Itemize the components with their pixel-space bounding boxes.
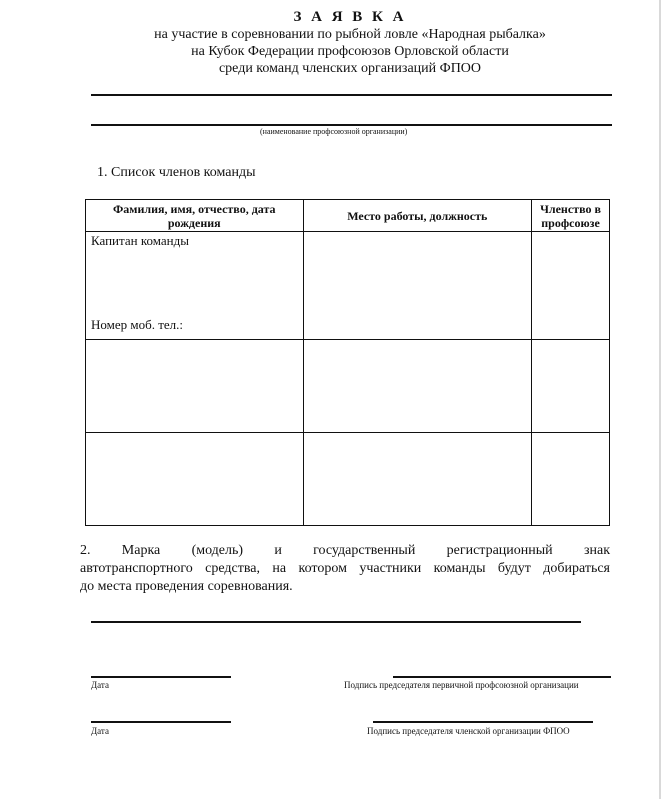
date-label-1: Дата bbox=[91, 680, 109, 690]
column-header-name: Фамилия, имя, отчество, дата рождения bbox=[86, 200, 304, 232]
phone-label: Номер моб. тел.: bbox=[91, 317, 184, 332]
section2-line-3: до места проведения соревнования. bbox=[80, 579, 293, 594]
member-membership-cell[interactable] bbox=[532, 433, 610, 526]
table-header-row bbox=[86, 200, 610, 232]
signature-line-1[interactable] bbox=[393, 676, 611, 678]
member-name-cell[interactable] bbox=[86, 433, 304, 526]
captain-membership-cell[interactable] bbox=[532, 232, 610, 340]
organization-line-2 bbox=[91, 124, 612, 126]
date-line-1[interactable] bbox=[91, 676, 231, 678]
document-title: З А Я В К А bbox=[293, 9, 407, 25]
section1-heading: 1. Список членов команды bbox=[97, 165, 256, 180]
table-row bbox=[86, 433, 610, 526]
member-membership-cell[interactable] bbox=[532, 340, 610, 433]
signature-label-2: Подпись председателя членской организации ФПОО bbox=[367, 726, 570, 736]
team-members-table bbox=[85, 199, 610, 526]
member-name-cell[interactable] bbox=[86, 340, 304, 433]
section2-line-2: автотранспортного средства, на котором участники команды будут добираться bbox=[80, 561, 610, 576]
table-row bbox=[86, 340, 610, 433]
captain-name-cell[interactable] bbox=[86, 232, 304, 340]
vehicle-answer-line[interactable] bbox=[91, 621, 581, 623]
captain-workplace-cell[interactable] bbox=[303, 232, 532, 340]
section2-line-1: 2. Марка (модель) и государственный регистрационный знак bbox=[80, 543, 610, 558]
organization-line-1 bbox=[91, 94, 612, 96]
member-workplace-cell[interactable] bbox=[303, 433, 532, 526]
date-line-2[interactable] bbox=[91, 721, 231, 723]
signature-line-2[interactable] bbox=[373, 721, 593, 723]
section2-text bbox=[80, 542, 610, 596]
date-label-2: Дата bbox=[91, 726, 109, 736]
application-header bbox=[0, 8, 661, 77]
captain-label: Капитан команды bbox=[91, 233, 189, 248]
signature-label-1: Подпись председателя первичной профсоюзной организации bbox=[344, 680, 579, 690]
header-line-3: среди команд членских организаций ФПОО bbox=[218, 61, 482, 76]
header-line-1: на участие в соревновании по рыбной ловле «Народная рыбалка» bbox=[154, 27, 546, 42]
header-line-2: на Кубок Федерации профсоюзов Орловской области bbox=[191, 44, 509, 59]
table-row bbox=[86, 232, 610, 340]
column-header-membership: Членство в профсоюзе bbox=[532, 200, 610, 232]
member-workplace-cell[interactable] bbox=[303, 340, 532, 433]
column-header-workplace: Место работы, должность bbox=[303, 200, 532, 232]
organization-caption: (наименование профсоюзной организации) bbox=[260, 127, 408, 136]
